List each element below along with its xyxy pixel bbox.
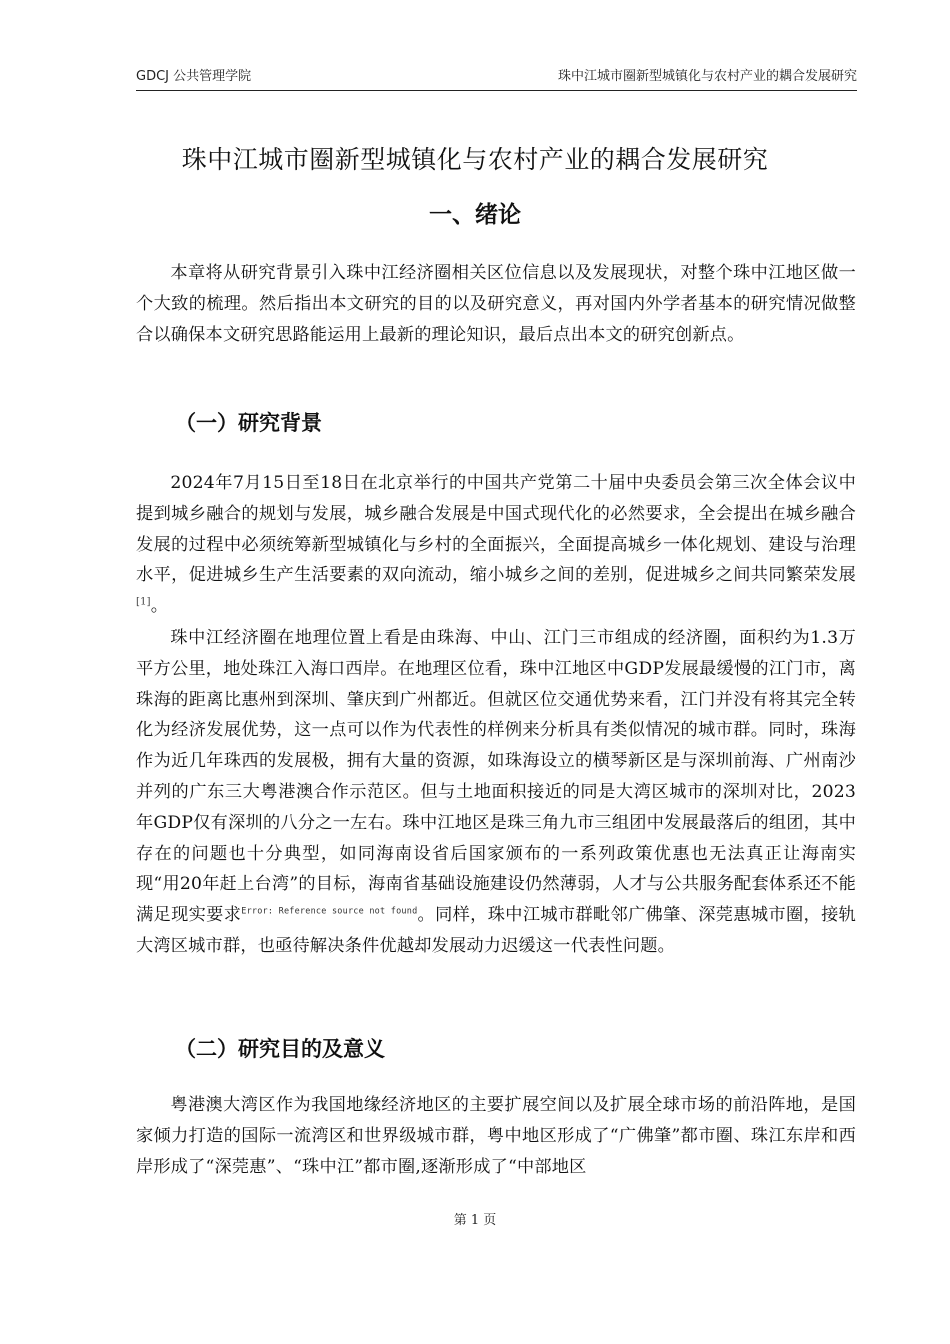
background-paragraph-1 xyxy=(136,468,856,622)
intro-paragraph: 本章将从研究背景引入珠中江经济圈相关区位信息以及发展现状，对整个珠中江地区做一个大致的梳理。然后指出本文研究的目的以及研究意义，再对国内外学者基本的研究情况做整合以确保本文研究思路能运用上最新的理论知识，最后点出本文的研究创新点。 xyxy=(136,263,856,345)
section-title-background: （一）研究背景 xyxy=(175,411,322,435)
purpose-paragraph-1: 粤港澳大湾区作为我国地缘经济地区的主要扩展空间以及扩展全球市场的前沿阵地，是国家倾力打造的国际一流湾区和世界级城市群，粤中地区形成了“广佛肇”都市圈、珠江东岸和西岸形成了“深莞惠”、“珠中江”都市圈,逐渐形成了“中部地区 xyxy=(136,1095,856,1177)
page-header xyxy=(136,68,857,91)
document-title: 珠中江城市圈新型城镇化与农村产业的耦合发展研究 xyxy=(181,145,769,174)
background-paragraph-2-end: 。同样，珠中江城市群毗邻广佛肇、深莞惠城市圈，接轨大湾区城市群，也亟待解决条件优越却发展动力迟缓这一代表性问题。 xyxy=(136,905,856,956)
background-paragraph-1-end: 。 xyxy=(150,596,169,617)
background-paragraph-1-text: 2024年7月15日至18日在北京举行的中国共产党第二十届中央委员会第三次全体会议中提到城乡融合的规划与发展，城乡融合发展是中国式现代化的必然要求，全会提出在城乡融合发展的过程中必须统筹新型城镇化与乡村的全面振兴，全面提高城乡一体化规划、建设与治理水平，促进城乡生产生活要素的双向流动，缩小城乡之间的差别，促进城乡之间共同繁荣发展 xyxy=(136,473,856,586)
header-institution: GDCJ 公共管理学院 xyxy=(136,69,252,84)
background-paragraph-2 xyxy=(136,623,856,962)
citation-marker[interactable]: [1] xyxy=(136,596,151,608)
chapter-title: 一、绪论 xyxy=(429,202,521,228)
background-paragraph-2-text: 珠中江经济圈在地理位置上看是由珠海、中山、江门三市组成的经济圈，面积约为1.3万平方公里，地处珠江入海口西岸。在地理区位看，珠中江地区中GDP发展最缓慢的江门市，离珠海的距离比惠州到深圳、肇庆到广州都近。但就区位交通优势来看，江门并没有将其完全转化为经济发展优势，这一点可以作为代表性的样例来分析具有类似情况的城市群。同时，珠海作为近几年珠西的发展极，拥有大量的资源，如珠海设立的横琴新区是与深圳前海、广州南沙并列的广东三大粤港澳合作示范区。但与土地面积接近的同是大湾区城市的深圳对比，2023年GDP仅有深圳的八分之一左右。珠中江地区是珠三角九市三组团中发展最落后的组团，其中存在的问题也十分典型，如同海南设省后国家颁布的一系列政策优惠也无法真正让海南实现“用20年赶上台湾”的目标，海南省基础设施建设仍然薄弱，人才与公共服务配套体系还不能满足现实要求 xyxy=(136,628,856,926)
page-number: 第 1 页 xyxy=(453,1213,497,1228)
header-running-title: 珠中江城市圈新型城镇化与农村产业的耦合发展研究 xyxy=(557,69,857,84)
section-title-purpose: （二）研究目的及意义 xyxy=(175,1037,385,1061)
reference-error-field[interactable]: Error: Reference source not found xyxy=(241,906,418,917)
